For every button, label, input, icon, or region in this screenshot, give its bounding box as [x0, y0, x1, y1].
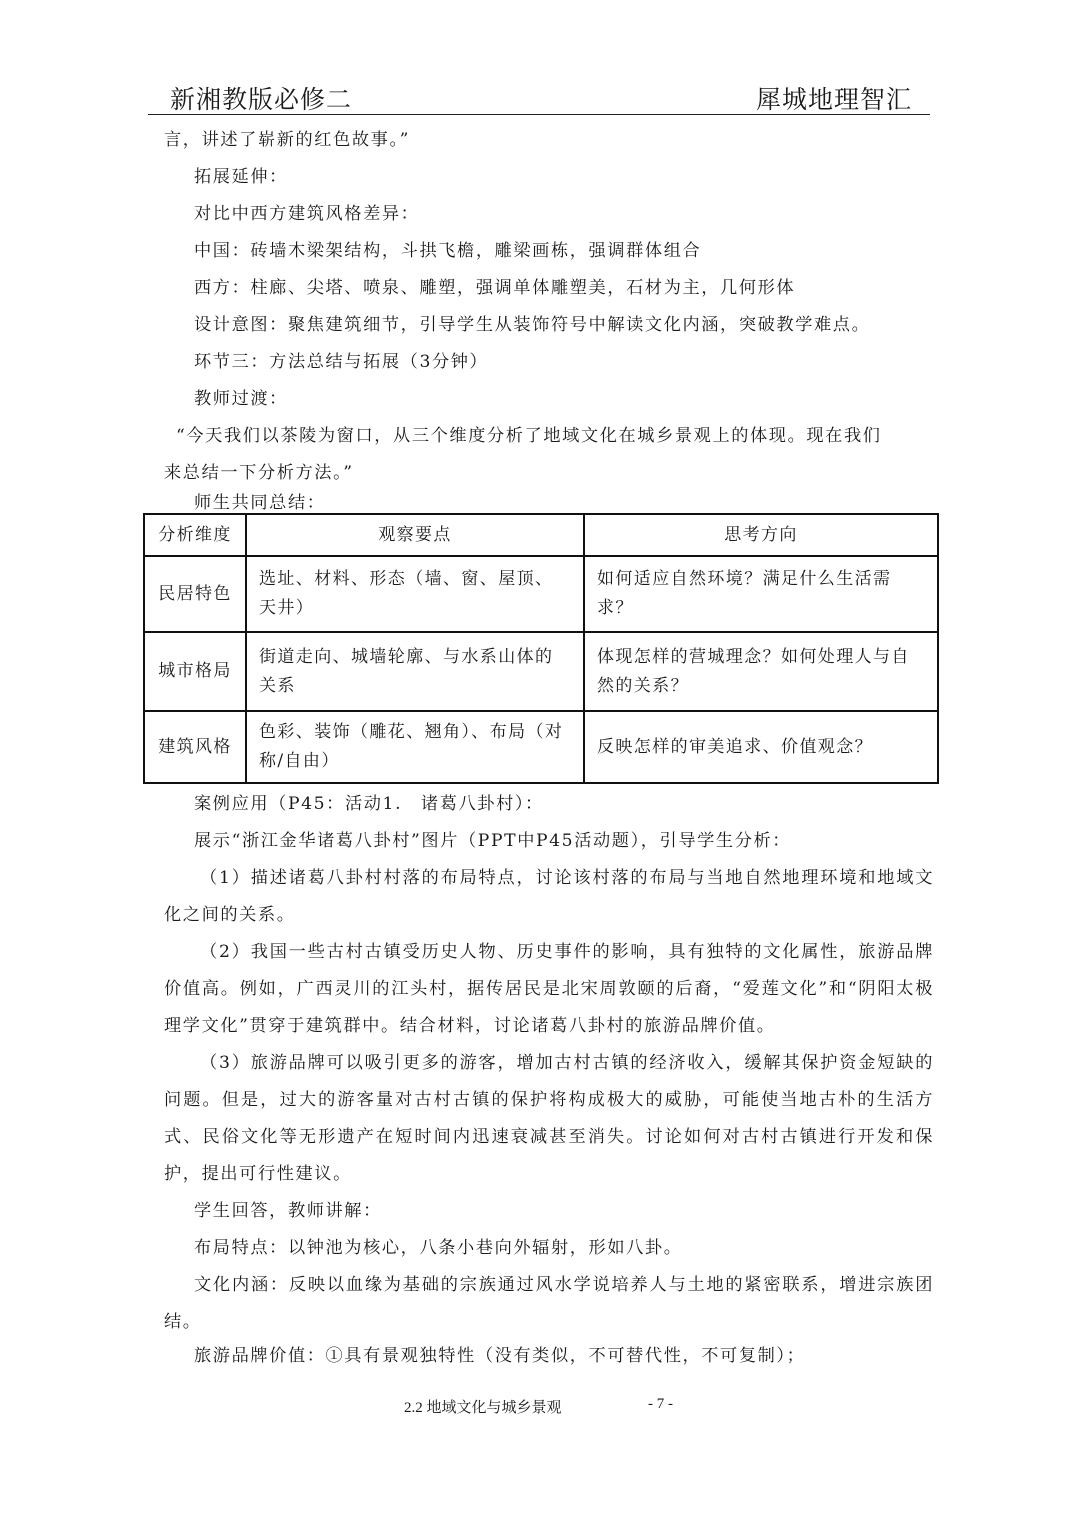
table-cell-direction: 如何适应自然环境？满足什么生活需求？	[584, 556, 938, 632]
table-row	[144, 711, 938, 783]
table-row	[144, 556, 938, 632]
header-brand: 犀城地理智汇	[755, 85, 912, 114]
question-paragraph: （2）我国一些古村古镇受历史人物、历史事件的影响，具有独特的文化属性，旅游品牌价值高。例如，广西灵川的江头村，据传居民是北宋周敦颐的后裔，“爱莲文化”和“阴阳太极理学文化”贯穿于建筑群中。结合材料，讨论诸葛八卦村的旅游品牌价值。	[164, 942, 934, 1036]
table-header-cell: 分析维度	[144, 514, 246, 556]
text-line: 西方：柱廊、尖塔、喷泉、雕塑，强调单体雕塑美，石材为主，几何形体	[194, 278, 796, 298]
text-line: 来总结一下分析方法。”	[164, 463, 354, 483]
text-line: 教师过渡：	[194, 389, 288, 409]
text-line: 中国：砖墙木梁架结构，斗拱飞檐，雕梁画栋，强调群体组合	[194, 241, 702, 261]
summary-table	[143, 513, 939, 784]
text-line: 学生回答，教师讲解：	[194, 1201, 382, 1221]
text-line: “今天我们以茶陵为窗口，从三个维度分析了地域文化在城乡景观上的体现。现在我们	[176, 426, 882, 446]
table-row	[144, 632, 938, 711]
table-cell-direction: 反映怎样的审美追求、价值观念？	[584, 711, 938, 783]
page-header	[148, 76, 930, 115]
text-line: 师生共同总结：	[194, 493, 326, 513]
footer-page-number: - 7 -	[648, 1396, 673, 1412]
question-paragraph: （1）描述诸葛八卦村村落的布局特点，讨论该村落的布局与当地自然地理环境和地域文化之间的关系。	[164, 868, 934, 925]
text-line: 旅游品牌价值：①具有景观独特性（没有类似，不可替代性，不可复制）；	[194, 1346, 806, 1366]
text-line: 布局特点：以钟池为核心，八条小巷向外辐射，形如八卦。	[194, 1238, 683, 1258]
text-line: 言，讲述了崭新的红色故事。”	[164, 130, 411, 150]
table-cell-observation: 色彩、装饰（雕花、翘角）、布局（对称/自由）	[246, 711, 584, 783]
table-cell-dimension: 民居特色	[144, 556, 246, 632]
text-line: 拓展延伸：	[194, 167, 288, 187]
table-header-cell: 观察要点	[246, 514, 584, 556]
footer-section-title: 2.2 地域文化与城乡景观	[404, 1400, 562, 1416]
table-cell-direction: 体现怎样的营城理念？如何处理人与自然的关系？	[584, 632, 938, 711]
table-cell-observation: 选址、材料、形态（墙、窗、屋顶、天井）	[246, 556, 584, 632]
text-line: 案例应用（P45：活动1. 诸葛八卦村）：	[194, 794, 544, 814]
table-header-row	[144, 514, 938, 556]
table-cell-dimension: 城市格局	[144, 632, 246, 711]
question-paragraph: （3）旅游品牌可以吸引更多的游客，增加古村古镇的经济收入，缓解其保护资金短缺的问题。但是，过大的游客量对古村古镇的保护将构成极大的威胁，可能使当地古朴的生活方式、民俗文化等无形遗产在短时间内迅速衰减甚至消失。讨论如何对古村古镇进行开发和保护，提出可行性建议。	[164, 1053, 934, 1184]
text-line: 环节三：方法总结与拓展（3分钟）	[194, 352, 489, 372]
text-line: 设计意图：聚焦建筑细节，引导学生从装饰符号中解读文化内涵，突破教学难点。	[194, 315, 871, 335]
text-paragraph: 文化内涵：反映以血缘为基础的宗族通过风水学说培养人与土地的紧密联系，增进宗族团结。	[164, 1275, 934, 1332]
table-header-cell: 思考方向	[584, 514, 938, 556]
text-line: 对比中西方建筑风格差异：	[194, 204, 420, 224]
table-cell-observation: 街道走向、城墙轮廓、与水系山体的关系	[246, 632, 584, 711]
text-line: 展示“浙江金华诸葛八卦村”图片（PPT中P45活动题），引导学生分析：	[194, 831, 792, 851]
header-book-title: 新湘教版必修二	[170, 85, 353, 114]
table-cell-dimension: 建筑风格	[144, 711, 246, 783]
